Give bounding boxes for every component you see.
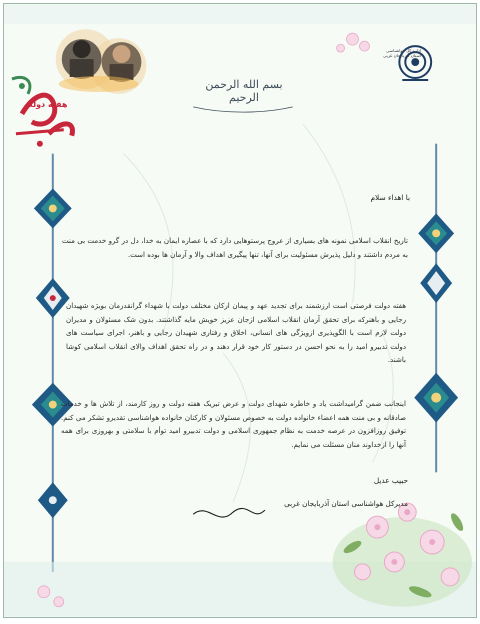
hafte-dolat-label: هفته دولت [24, 100, 68, 109]
left-tile-top [34, 189, 72, 229]
org-line-2: استان آذربایجان غربی [383, 53, 421, 59]
letter-page [3, 3, 477, 618]
sender-title: مدیرکل هواشناسی استان آذربایجان غربی [284, 499, 408, 508]
greeting: با اهداء سلام [370, 193, 410, 202]
organization-name [373, 48, 421, 59]
org-line-1: اداره کل هواشناسی [386, 48, 421, 53]
paragraph-1: تاریخ انقلاب اسلامی نمونه های بسیاری از عروج پرستوهایی دارد که با عصاره ایمان به خدا، دل در گرو خدمت بی منت به مردم داشتند و دلیل پذیرش مسئولیت برای آنها، تنها پیگیری اهداف والا و آرمان ها بوده است. [62, 236, 408, 259]
sender-name: حبیب عدیل [373, 476, 408, 485]
paragraph-3: اینجانب ضمن گرامیداشت یاد و خاطره شهدای دولت و عرض تبریک هفته دولت و روز کارمند، از تلاش ها و خدمات صادقانه و بی منت همه اعضاء خانواده دولت به خصوص مسئولان و کارکنان خانواده هواشناسی تقدیرو تشکر می کنم. توفیق روزافزون در عرصه خدمت به نظام جمهوری اسلامی و دولت تدبیرو امید توأم با سلامتی و بهروزی برای همه آنها را ازخداوند منان مسئلت می نمایم. [61, 399, 406, 449]
hafte-dolat-calligraphy [12, 77, 73, 146]
flower-bouquet [333, 503, 472, 607]
paragraph-2: هفته دولت فرصتی است ارزشمند برای تجدید عهد و پیمان ارکان مختلف دولت با شهداء گرانقدرمان بویژه شهیدان رجایی و باهنرکه برای تحقق آرمان انقلاب اسلامی ازجان عزیز خویش مایه گذاشتند. بدون شک مسئولان و مدیران دولت لازم است با الگوپذیری ازویژگی های انسانی، اخلاق و رفتاری شهیدان رجایی و باهنر، اجرای سیاست های دولت تدبیرو امید را به نحو احسن در دستور کار خود قرار دهند و در راه تحقق اهداف والای انقلاب اسلامی کوشا باشند. [66, 301, 406, 365]
basmala: بسم الله الرحمن الرحیم [205, 78, 283, 104]
martyr-portraits [56, 29, 147, 94]
